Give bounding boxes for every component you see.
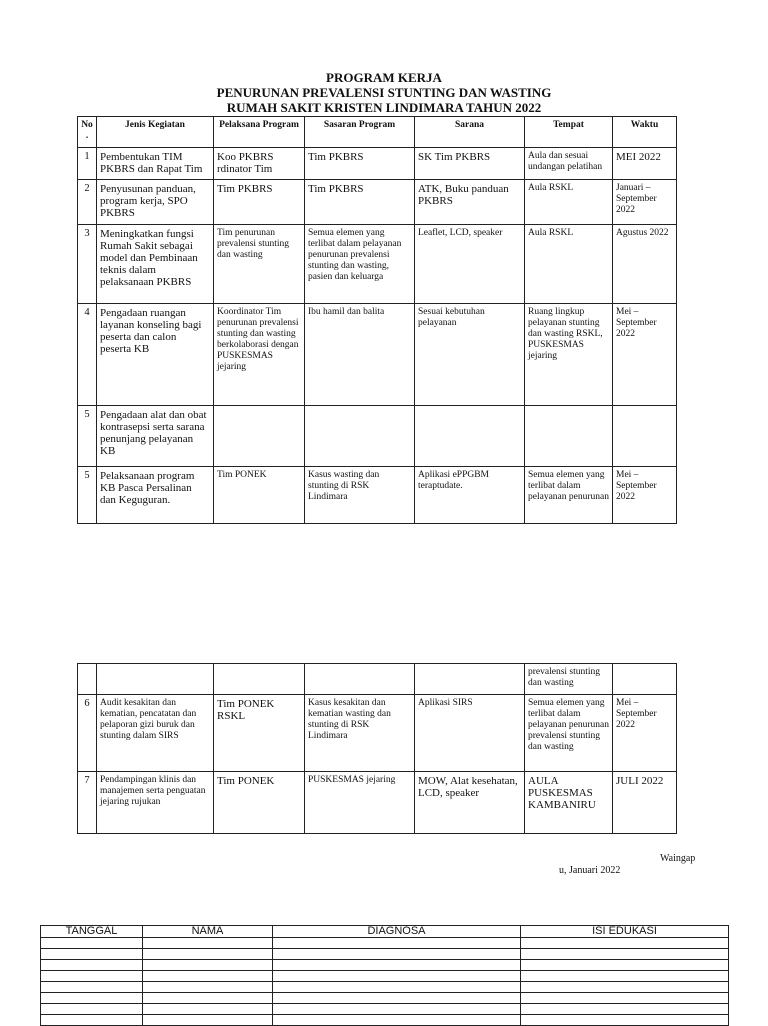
cell-no — [78, 664, 97, 695]
cell-no: 5 — [78, 467, 97, 524]
cell-sasaran — [305, 664, 415, 695]
cell-pelaksana — [214, 406, 305, 467]
cell-pelaksana: Koo PKBRS rdinator Tim — [214, 148, 305, 180]
cell-pelaksana: Tim PKBRS — [214, 180, 305, 225]
table-row — [41, 982, 729, 993]
cell-sasaran: Kasus kesakitan dan kematian wasting dan stunting di RSK Lindimara — [305, 695, 415, 772]
col-header-no: No . — [78, 117, 97, 148]
doc-title: PROGRAM KERJA — [326, 70, 442, 85]
table-row — [41, 938, 729, 949]
table-cell — [521, 1004, 729, 1015]
table-cell — [143, 993, 273, 1004]
table-cell — [273, 960, 521, 971]
cell-jenis: Pengadaan alat dan obat kontrasepsi serta sarana penunjang pelayanan KB — [97, 406, 214, 467]
col-header-nama: NAMA — [143, 926, 273, 938]
cell-no: 5 — [78, 406, 97, 467]
cell-tempat: AULA PUSKESMAS KAMBANIRU — [525, 772, 613, 834]
table-row — [78, 695, 677, 772]
table-cell — [143, 1004, 273, 1015]
cell-waktu: JULI 2022 — [613, 772, 677, 834]
table-cell — [41, 971, 143, 982]
cell-waktu — [613, 406, 677, 467]
table-header-row — [78, 117, 677, 148]
cell-sasaran: PUSKESMAS jejaring — [305, 772, 415, 834]
table-cell — [41, 938, 143, 949]
col-header-tempat: Tempat — [525, 117, 613, 148]
cell-waktu: MEI 2022 — [613, 148, 677, 180]
table-row — [41, 960, 729, 971]
cell-no: 2 — [78, 180, 97, 225]
cell-jenis: Pembentukan TIM PKBRS dan Rapat Tim — [97, 148, 214, 180]
table-cell — [143, 960, 273, 971]
doc-institution: RUMAH SAKIT KRISTEN LINDIMARA TAHUN 2022 — [226, 100, 542, 115]
table-cell — [41, 960, 143, 971]
table-cell — [273, 971, 521, 982]
table-header-row — [41, 926, 729, 938]
cell-pelaksana: Koordinator Tim penurunan prevalensi stunting dan wasting berkolaborasi dengan PUSKESMAS jejaring — [214, 304, 305, 406]
program-table-continued — [77, 663, 677, 834]
table-row — [78, 467, 677, 524]
cell-pelaksana: Tim penurunan prevalensi stunting dan wasting — [214, 225, 305, 304]
cell-sarana: SK Tim PKBRS — [415, 148, 525, 180]
table-cell — [521, 982, 729, 993]
cell-sasaran: Ibu hamil dan balita — [305, 304, 415, 406]
cell-jenis: Audit kesakitan dan kematian, pencatatan dan pelaporan gizi buruk dan stunting dalam SIRS — [97, 695, 214, 772]
table-row — [78, 180, 677, 225]
cell-no: 4 — [78, 304, 97, 406]
cell-sarana — [415, 664, 525, 695]
table-row — [41, 993, 729, 1004]
table-cell — [273, 982, 521, 993]
table-row — [78, 406, 677, 467]
signature-date: u, Januari 2022 — [559, 865, 621, 876]
table-cell — [41, 993, 143, 1004]
cell-waktu: Januari – September 2022 — [613, 180, 677, 225]
cell-pelaksana: Tim PONEK — [214, 467, 305, 524]
table-cell — [143, 938, 273, 949]
table-row — [41, 949, 729, 960]
cell-no: 1 — [78, 148, 97, 180]
cell-sarana: MOW, Alat kesehatan, LCD, speaker — [415, 772, 525, 834]
table-cell — [521, 971, 729, 982]
cell-waktu: Mei – September 2022 — [613, 304, 677, 406]
cell-jenis: Pendampingan klinis dan manajemen serta penguatan jejaring rujukan — [97, 772, 214, 834]
cell-sasaran — [305, 406, 415, 467]
table-cell — [41, 982, 143, 993]
col-header-pelaksana: Pelaksana Program — [214, 117, 305, 148]
cell-jenis: Pelaksanaan program KB Pasca Persalinan dan Keguguran. — [97, 467, 214, 524]
cell-sarana: Aplikasi ePPGBM teraptudate. — [415, 467, 525, 524]
table-row — [41, 971, 729, 982]
cell-tempat: Semua elemen yang terlibat dalam pelayanan penurunan — [525, 467, 613, 524]
cell-tempat: Aula RSKL — [525, 225, 613, 304]
cell-sasaran: Tim PKBRS — [305, 180, 415, 225]
table-cell — [41, 949, 143, 960]
cell-jenis: Penyusunan panduan, program kerja, SPO PKBRS — [97, 180, 214, 225]
table-row — [78, 225, 677, 304]
cell-pelaksana: Tim PONEK RSKL — [214, 695, 305, 772]
cell-sarana: Aplikasi SIRS — [415, 695, 525, 772]
cell-tempat: Ruang lingkup pelayanan stunting dan wasting RSKL, PUSKESMAS jejaring — [525, 304, 613, 406]
cell-sasaran: Semua elemen yang terlibat dalam pelayanan penurunan prevalensi stunting dan wasting, pasien dan keluarga — [305, 225, 415, 304]
table-cell — [273, 993, 521, 1004]
cell-jenis — [97, 664, 214, 695]
table-cell — [143, 982, 273, 993]
cell-sarana: Leaflet, LCD, speaker — [415, 225, 525, 304]
col-header-isi-edukasi: ISI EDUKASI — [521, 926, 729, 938]
cell-sarana: Sesuai kebutuhan pelayanan — [415, 304, 525, 406]
education-log-table — [40, 925, 729, 1026]
col-header-diagnosa: DIAGNOSA — [273, 926, 521, 938]
cell-no: 6 — [78, 695, 97, 772]
cell-tempat: Aula dan sesuai undangan pelatihan — [525, 148, 613, 180]
table-row — [78, 148, 677, 180]
cell-tempat: Semua elemen yang terlibat dalam pelayanan penurunan prevalensi stunting dan wasting — [525, 695, 613, 772]
table-cell — [521, 949, 729, 960]
table-cell — [273, 938, 521, 949]
col-header-jenis: Jenis Kegiatan — [97, 117, 214, 148]
cell-jenis: Pengadaan ruangan layanan konseling bagi peserta dan calon peserta KB — [97, 304, 214, 406]
col-header-sarana: Sarana — [415, 117, 525, 148]
table-cell — [521, 960, 729, 971]
program-table — [77, 116, 677, 524]
table-cell — [143, 971, 273, 982]
cell-tempat: prevalensi stunting dan wasting — [525, 664, 613, 695]
cell-pelaksana: Tim PONEK — [214, 772, 305, 834]
cell-tempat — [525, 406, 613, 467]
col-header-tanggal: TANGGAL — [41, 926, 143, 938]
table-row — [78, 772, 677, 834]
table-cell — [521, 938, 729, 949]
cell-sasaran: Kasus wasting dan stunting di RSK Lindimara — [305, 467, 415, 524]
table-cell — [521, 993, 729, 1004]
table-cell — [273, 1004, 521, 1015]
table-cell — [273, 949, 521, 960]
table-cell — [143, 949, 273, 960]
col-header-waktu: Waktu — [613, 117, 677, 148]
table-cell — [41, 1004, 143, 1015]
cell-jenis: Meningkatkan fungsi Rumah Sakit sebagai model dan Pembinaan teknis dalam pelaksanaan PKBRS — [97, 225, 214, 304]
doc-subtitle: PENURUNAN PREVALENSI STUNTING DAN WASTING — [216, 85, 552, 100]
cell-sarana — [415, 406, 525, 467]
cell-waktu — [613, 664, 677, 695]
cell-waktu: Mei – September 2022 — [613, 695, 677, 772]
table-row — [78, 664, 677, 695]
signature-place: Waingap — [660, 853, 696, 864]
cell-pelaksana — [214, 664, 305, 695]
col-header-sasaran: Sasaran Program — [305, 117, 415, 148]
cell-sarana: ATK, Buku panduan PKBRS — [415, 180, 525, 225]
cell-tempat: Aula RSKL — [525, 180, 613, 225]
cell-waktu: Mei – September 2022 — [613, 467, 677, 524]
cell-no: 7 — [78, 772, 97, 834]
cell-sasaran: Tim PKBRS — [305, 148, 415, 180]
cell-no: 3 — [78, 225, 97, 304]
table-row — [41, 1004, 729, 1015]
table-row — [78, 304, 677, 406]
cell-waktu: Agustus 2022 — [613, 225, 677, 304]
